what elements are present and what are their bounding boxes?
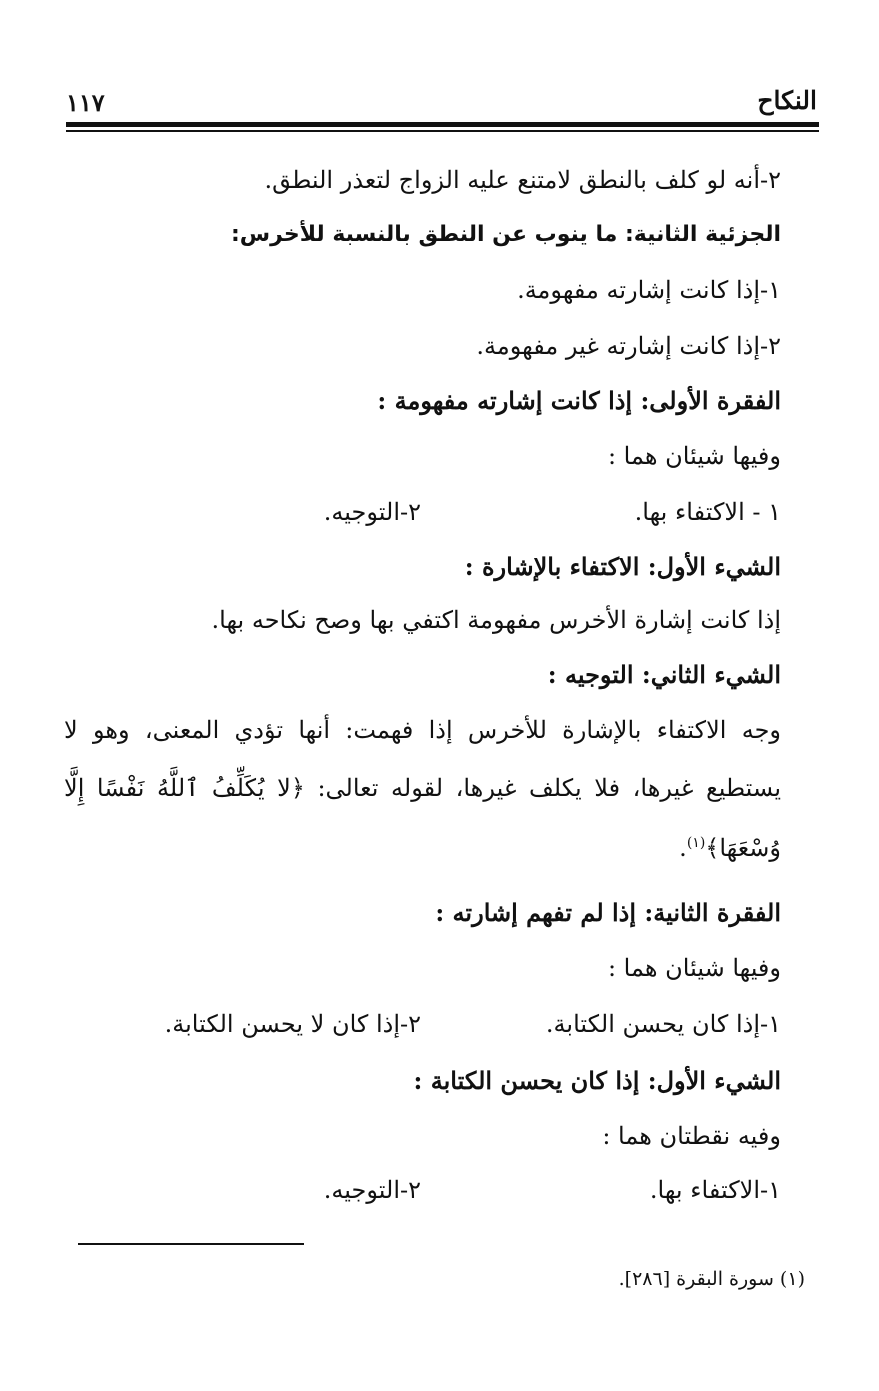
text-line-1: ٢-أنه لو كلف بالنطق لامتنع عليه الزواج لتعذر النطق. [264, 166, 781, 194]
footnote-separator [78, 1243, 304, 1245]
paragraph-line-1: وجه الاكتفاء بالإشارة للأخرس إذا فهمت: أنها تؤدي المعنى، وهو لا [64, 716, 781, 744]
footnote-marker: (١) [686, 835, 706, 851]
heading-second-thing: الشيء الثاني: التوجيه : [547, 660, 781, 689]
text-line-6: وفيها شيئان هما : [607, 442, 781, 470]
sentence-end: . [679, 834, 687, 862]
page-number: ١١٧ [66, 88, 105, 117]
list-item-4a: ١-إذا كان يحسن الكتابة. [545, 1010, 781, 1038]
list-item-2: ٢-إذا كانت إشارته غير مفهومة. [476, 332, 781, 360]
paragraph-line-3 [679, 834, 781, 862]
heading-paragraph-one: الفقرة الأولى: إذا كانت إشارته مفهومة : [377, 386, 781, 415]
running-header-title: النكاح [757, 86, 817, 115]
footnote-1: (١) سورة البقرة [٢٨٦]. [618, 1268, 805, 1290]
list-item-3a: ١ - الاكتفاء بها. [634, 498, 781, 526]
quran-verse-end: وُسْعَهَا﴾ [705, 834, 781, 862]
list-item-4b: ٢-إذا كان لا يحسن الكتابة. [164, 1010, 421, 1038]
list-item-5a: ١-الاكتفاء بها. [649, 1176, 781, 1204]
text-line-18: وفيه نقطتان هما : [602, 1122, 781, 1150]
heading-paragraph-two: الفقرة الثانية: إذا لم تفهم إشارته : [435, 898, 781, 927]
list-item-5b: ٢-التوجيه. [323, 1176, 421, 1204]
heading-first-thing: الشيء الأول: الاكتفاء بالإشارة : [464, 552, 781, 581]
header-rule-thin [66, 130, 819, 132]
text-line-15: وفيها شيئان هما : [607, 954, 781, 982]
heading-first-thing-writing: الشيء الأول: إذا كان يحسن الكتابة : [413, 1066, 781, 1095]
text-line-9: إذا كانت إشارة الأخرس مفهومة اكتفي بها وصح نكاحه بها. [211, 606, 781, 634]
header-rule-thick [66, 122, 819, 127]
paragraph-line-2: يستطيع غيرها، فلا يكلف غيرها، لقوله تعالى: ﴿لا يُكَلِّفُ ٱللَّهُ نَفْسًا إِلَّا [64, 774, 781, 802]
list-item-3b: ٢-التوجيه. [323, 498, 421, 526]
list-item-1: ١-إذا كانت إشارته مفهومة. [517, 276, 781, 304]
section-heading-part-two: الجزئية الثانية: ما ينوب عن النطق بالنسبة للأخرس: [231, 222, 781, 247]
